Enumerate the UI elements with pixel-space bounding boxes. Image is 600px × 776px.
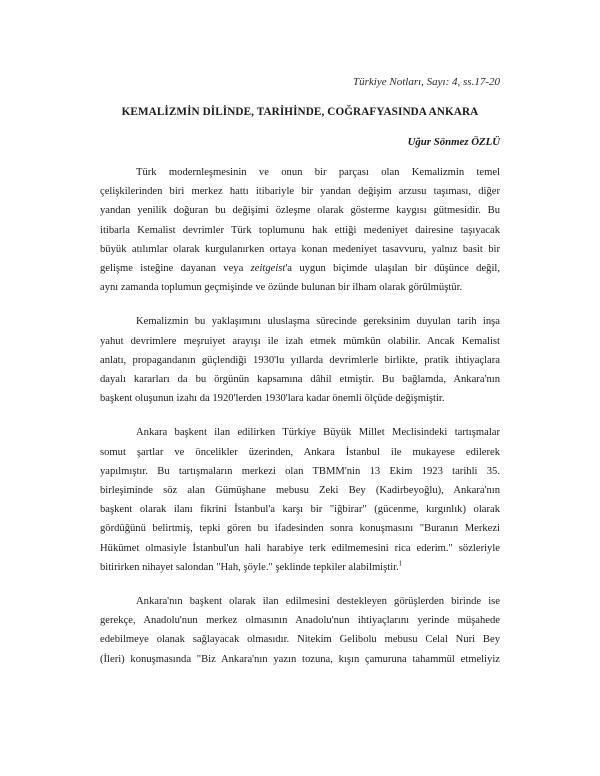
author-name: Uğur Sönmez ÖZLÜ xyxy=(407,136,500,148)
text-line: gördüğünü belirtmiş, tepki gören bu ifadesinden sonra konuşmasını "Buranın Merkezi xyxy=(100,523,500,535)
text-segment: bitirirken nihayet salondan "Hah, şöyle." şeklinde tepkiler alabilmiştir. xyxy=(100,561,399,573)
paragraph-4 xyxy=(100,592,500,669)
article-title: KEMALİZMİN DİLİNDE, TARİHİNDE, COĞRAFYASINDA ANKARA xyxy=(121,106,479,118)
text-line xyxy=(100,259,500,278)
paragraph-1 xyxy=(100,163,500,297)
italic-term: zeitgeist xyxy=(250,263,286,275)
text-line xyxy=(100,558,500,577)
text-line: çelişkilerinden biri merkez hattı itibariyle bir yandan değişim arzusu taşıması, diğer xyxy=(100,186,500,198)
text-line: başkent olarak ilanı fikrini İstanbul'a karşı bir "iğbirar" (gücenme, kırgınlık) olarak xyxy=(100,504,500,516)
text-line: Ankara'nın başkent olarak ilan edilmesini destekleyen görüşlerden birinde ise xyxy=(136,596,500,608)
paragraph-2 xyxy=(100,312,500,408)
text-line: Türk modernleşmesinin ve onun bir parçası olan Kemalizmin temel xyxy=(136,167,500,178)
text-segment: gelişme isteğine dayanan veya xyxy=(100,263,251,275)
paragraph-3 xyxy=(100,423,500,577)
article-body xyxy=(100,163,500,684)
text-line: Kemalizmin bu yaklaşımını uluslaşma sürecinde gereksinim duyulan tarih inşa xyxy=(136,316,500,328)
footnote-marker[interactable]: 1 xyxy=(398,559,403,568)
text-line: somut şartlar ve öncelikler üzerinden, Ankara İstanbul ile mukayese edilerek xyxy=(100,446,500,458)
text-line: dayalı kararları da bu örgünün kapsamına dâhil etmiştir. Bu bağlamda, Ankara'nın xyxy=(100,374,500,386)
text-segment: 'a uygun biçimde ulaşılan bir düşünce değil, xyxy=(285,263,500,275)
text-line: yahut devrimlere meşruiyet arayışı ile izah etmek mümkün olabilir. Ancak Kemalist xyxy=(100,335,500,347)
journal-citation: Türkiye Notları, Sayı: 4, ss.17-20 xyxy=(353,76,500,88)
text-line: anlatı, propagandanın güçlendiği 1930'lu yıllarda devrimlerle birlikte, pratik ihtiyaçlara xyxy=(100,354,500,366)
text-line: başkent oluşunun izahı da 1920'lerden 1930'lara kadar önemli ölçüde değişmiştir. xyxy=(100,393,445,405)
text-line: (İleri) konuşmasında "Biz Ankara'nın yazın tozuna, kışın çamuruna tahammül etmeliyiz xyxy=(100,653,500,665)
text-line: büyük atılımlar olarak kurgulanırken ortaya konan medeniyet tasavvuru, yalnız basit bir xyxy=(100,243,500,255)
text-line: gerekçe, Anadolu'nun merkez olmasının Anadolu'nun ihtiyaçlarını yerinde müşahede xyxy=(100,615,500,627)
text-line: yandan yenilik doğuran bu değişimi özleşme olarak gösterme kaygısı gütmesidir. Bu xyxy=(100,205,500,217)
text-line: itibarla Kemalist devrimler Türk toplumunu hak ettiği medeniyet dairesine taşıyacak xyxy=(100,224,500,236)
text-line: birleşiminde söz alan Gümüşhane mebusu Zeki Bey (Kadirbeyoğlu), Ankara'nın xyxy=(100,485,500,497)
text-line: Hükümet olmasiyle İstanbul'un hali harabiye terk edilmemesini rica ederim." sözleriyle xyxy=(100,542,500,554)
text-line: Ankara başkent ilan edilirken Türkiye Büyük Millet Meclisindeki tartışmalar xyxy=(136,427,500,439)
text-line: aynı zamanda toplumun geçmişinde ve özünde bulunan bir ilham olarak görülmüştür. xyxy=(100,282,463,294)
text-line: yapılmıştır. Bu tartışmaların merkezi olan TBMM'nin 13 Ekim 1923 tarihli 35. xyxy=(100,465,500,477)
text-line: edebilmeye olanak sağlayacak olmasıdır. Nitekim Gelibolu mebusu Celal Nuri Bey xyxy=(100,634,500,646)
